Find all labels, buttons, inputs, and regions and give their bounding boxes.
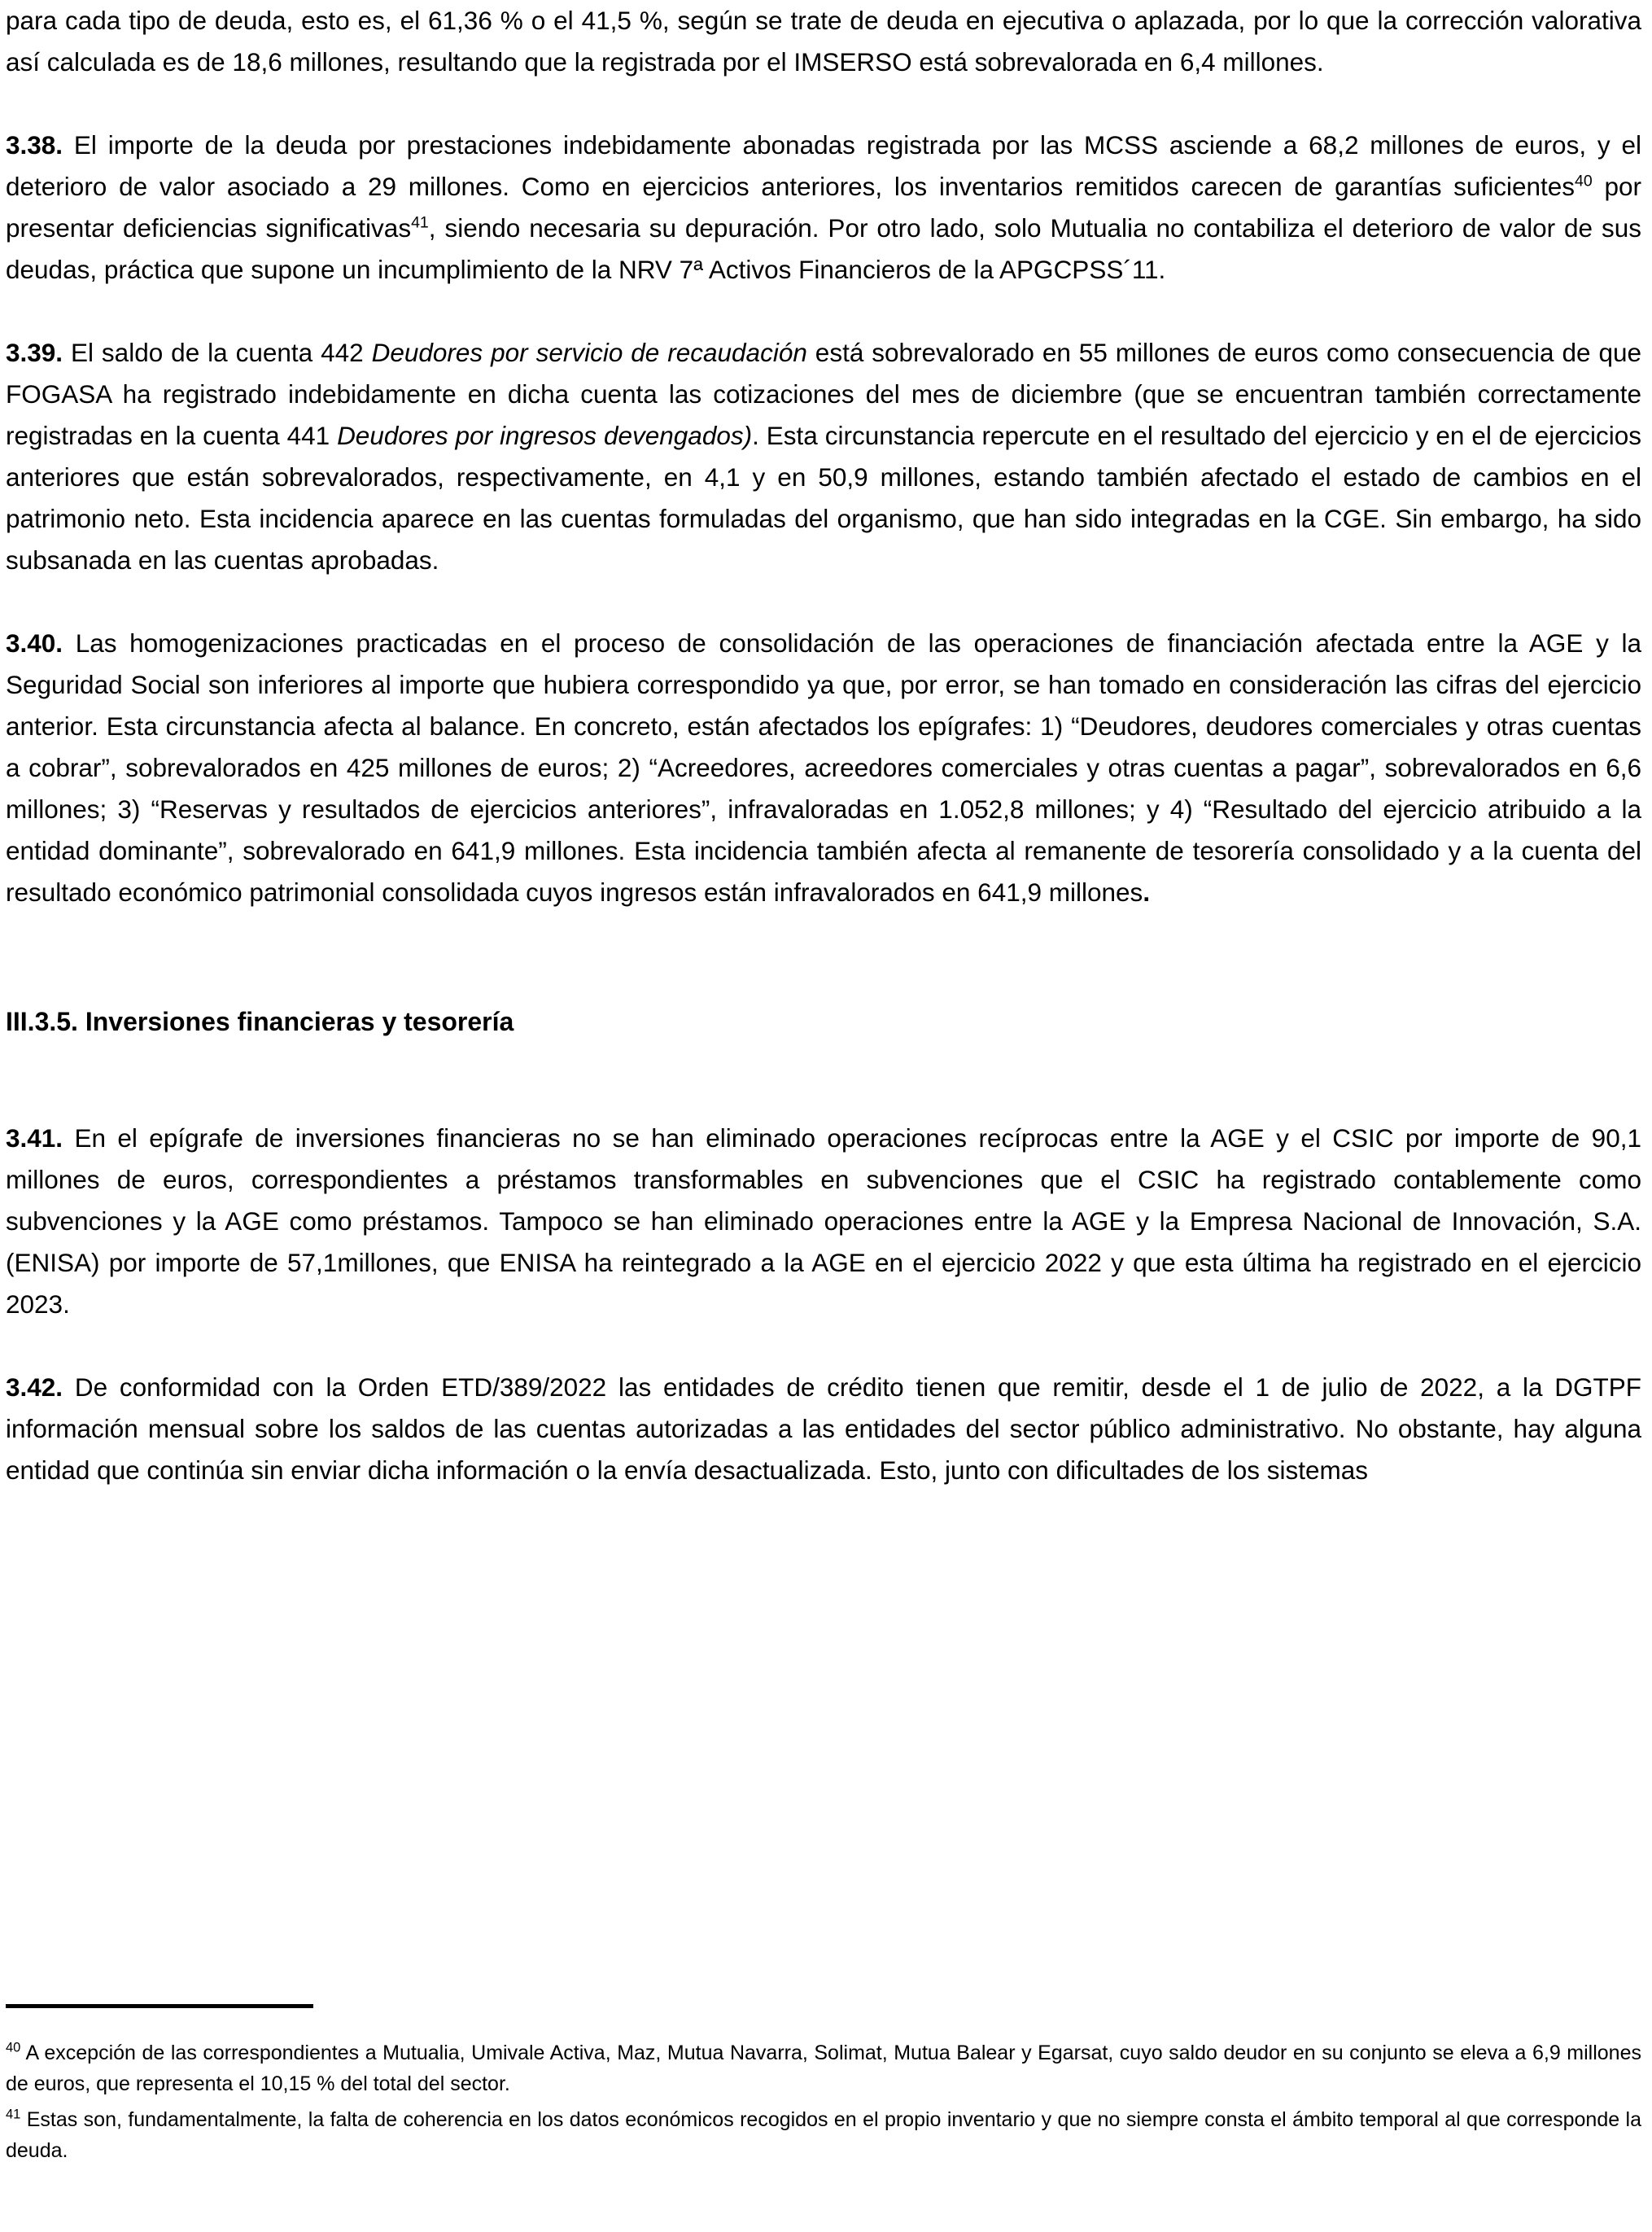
paragraph-3-38-seg-2: por presentar deficiencias significativas (6, 172, 1642, 243)
paragraph-3-42 (6, 1367, 1641, 1491)
account-name-442: Deudores por servicio de recaudación (371, 338, 807, 367)
section-heading-III-3-5: III.3.5. Inversiones financieras y tesorería (6, 1007, 514, 1036)
paragraph-3-39-seg-0: El saldo de la cuenta 442 (63, 338, 372, 367)
paragraph-3-38 (6, 125, 1641, 291)
paragraph-3-40 (6, 623, 1641, 913)
paragraph-spacer (6, 83, 1641, 125)
paragraph-number-3-41: 3.41. (6, 1123, 63, 1153)
footnote-ref-41[interactable]: 41 (411, 213, 429, 232)
footnote-mark-41: 41 (6, 2107, 21, 2122)
paragraph-number-3-40: 3.40. (6, 628, 63, 658)
paragraph-spacer (6, 1325, 1641, 1367)
footnote-ref-40[interactable]: 40 (1575, 172, 1593, 190)
paragraph-continued-text: para cada tipo de deuda, esto es, el 61,36 % o el 41,5 %, según se trate de deuda en ejecutiva o aplazada, por lo que la corrección valorativa así calculada es de 18,6 millones, resultando que la registrada por el IMSERSO está sobrevalorada en 6,4 millones. (6, 6, 1641, 77)
paragraph-number-3-42: 3.42. (6, 1372, 63, 1402)
paragraph-3-40-final-period: . (1143, 877, 1151, 907)
footnote-separator-rule (6, 2004, 313, 2008)
heading-spacer-before (6, 913, 1641, 1003)
heading-spacer-after (6, 1040, 1641, 1118)
paragraph-continued (6, 0, 1641, 83)
paragraph-spacer (6, 581, 1641, 623)
paragraph-number-3-39: 3.39. (6, 338, 63, 367)
paragraph-3-40-seg-0: Las homogenizaciones practicadas en el proceso de consolidación de las operaciones de financiación afectada entre la AGE y la Seguridad Social son inferiores al importe que hubiera correspondido ya que, por error, se han tomado en consideración las cifras del ejercicio anterior. Esta circunstancia afecta al balance. En concreto, están afectados los epígrafes: 1) “Deudores, deudores comerciales y otras cuentas a cobrar”, sobrevalorados en 425 millones de euros; 2) “Acreedores, acreedores comerciales y otras cuentas a pagar”, sobrevalorados en 6,6 millones; 3) “Reservas y resultados de ejercicios anteriores”, infravaloradas en 1.052,8 millones; y 4) “Resultado del ejercicio atribuido a la entidad dominante”, sobrevalorado en 641,9 millones. Esta incidencia también afecta al remanente de tesorería consolidado y a la cuenta del resultado económico patrimonial consolidada cuyos ingresos están infravalorados en 641,9 millones (6, 628, 1641, 907)
paragraph-spacer (6, 291, 1641, 332)
footnote-41 (6, 2104, 1641, 2166)
footnote-area (6, 2004, 1641, 2166)
footnote-41-text: Estas son, fundamentalmente, la falta de coherencia en los datos económicos recogidos en el propio inventario y que no siempre consta el ámbito temporal al que corresponde la deuda. (6, 2108, 1641, 2162)
paragraph-3-38-seg-0: El importe de la deuda por prestaciones indebidamente abonadas registrada por las MCSS asciende a 68,2 millones de euros, y el deterioro de valor asociado a 29 millones. Como en ejercicios anteriores, los inventarios remitidos carecen de garantías suficientes (6, 130, 1641, 201)
footnote-40 (6, 2037, 1641, 2099)
footnote-40-text: A excepción de las correspondientes a Mutualia, Umivale Activa, Maz, Mutua Navarra, Solimat, Mutua Balear y Egarsat, cuyo saldo deudor en su conjunto se eleva a 6,9 millones de euros, que representa el 10,15 % del total del sector. (6, 2042, 1641, 2095)
paragraph-3-41-seg-0: En el epígrafe de inversiones financieras no se han eliminado operaciones recíprocas entre la AGE y el CSIC por importe de 90,1 millones de euros, correspondientes a préstamos transformables en subvenciones que el CSIC ha registrado contablemente como subvenciones y la AGE como préstamos. Tampoco se han eliminado operaciones entre la AGE y la Empresa Nacional de Innovación, S.A. (ENISA) por importe de 57,1millones, que ENISA ha reintegrado a la AGE en el ejercicio 2022 y que esta última ha registrado en el ejercicio 2023. (6, 1123, 1641, 1319)
paragraph-3-39 (6, 332, 1641, 581)
paragraph-3-41 (6, 1118, 1641, 1325)
paragraph-3-39-seg-2: está sobrevalorado en 55 millones de euros como consecuencia de que FOGASA ha registrado indebidamente en dicha cuenta las cotizaciones del mes de diciembre (que se encuentran también correctamente registradas en la cuenta 441 (6, 338, 1641, 450)
paragraph-number-3-38: 3.38. (6, 130, 63, 160)
paragraph-3-39-seg-4: . Esta circunstancia repercute en el resultado del ejercicio y en el de ejercicios anteriores que están sobrevalorados, respectivamente, en 4,1 y en 50,9 millones, estando también afectado el estado de cambios en el patrimonio neto. Esta incidencia aparece en las cuentas formuladas del organismo, que han sido integradas en la CGE. Sin embargo, ha sido subsanada en las cuentas aprobadas. (6, 421, 1641, 575)
paragraph-3-42-seg-0: De conformidad con la Orden ETD/389/2022 las entidades de crédito tienen que remitir, desde el 1 de julio de 2022, a la DGTPF información mensual sobre los saldos de las cuentas autorizadas a las entidades del sector público administrativo. No obstante, hay alguna entidad que continúa sin enviar dicha información o la envía desactualizada. Esto, junto con dificultades de los sistemas (6, 1372, 1641, 1485)
footnote-mark-40: 40 (6, 2040, 21, 2055)
body-column (6, 0, 1641, 1491)
paragraph-3-38-seg-4: , siendo necesaria su depuración. Por otro lado, solo Mutualia no contabiliza el deterioro de valor de sus deudas, práctica que supone un incumplimiento de la NRV 7ª Activos Financieros de la APGCPSS´11. (6, 213, 1641, 284)
account-name-441: Deudores por ingresos devengados) (337, 421, 753, 450)
